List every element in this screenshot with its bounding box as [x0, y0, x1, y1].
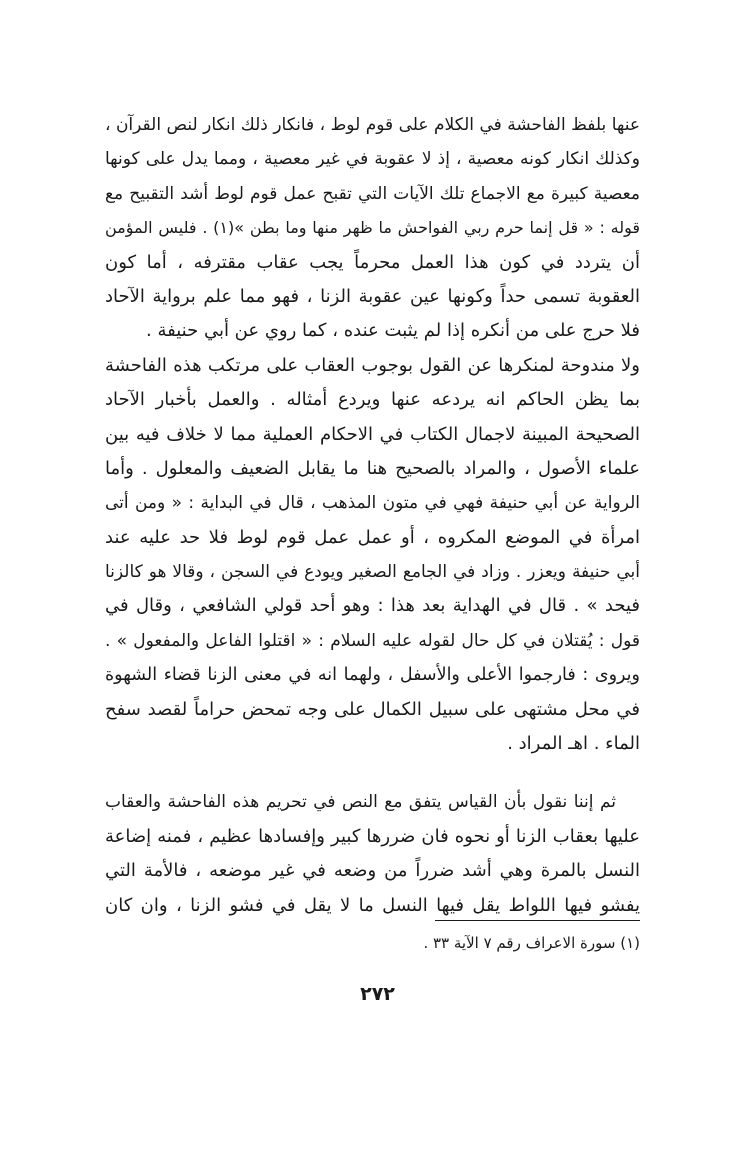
text-line: الماء . اهـ المراد . — [507, 733, 640, 755]
paragraph-gap — [105, 761, 640, 785]
text-line: ويروى : فارجموا الأعلى والأسفل ، ولهما انه في معنى الزنا قضاء الشهوة — [105, 665, 640, 686]
text-line: وكذلك انكار كونه معصية ، إذ لا عقوبة في غير معصية ، ومما يدل على كونها — [105, 149, 640, 170]
text-line: قوله : « قل إنما حرم ربي الفواحش ما ظهر منها وما بطن »(١) . فليس المؤمن — [105, 218, 640, 238]
footnote-separator — [435, 920, 640, 921]
text-line: قول : يُقتلان في كل حال لقوله عليه السلام : « اقتلوا الفاعل والمفعول » . — [105, 630, 640, 651]
paragraph-3 — [105, 785, 640, 923]
text-line: امرأة في الموضع المكروه ، أو عمل عمل قوم لوط فلا حد عليه عند — [105, 526, 640, 548]
text-line: فلا حرج على من أنكره إذا لم يثبت عنده ، كما روي عن أبي حنيفة . — [146, 320, 640, 342]
text-line: الصحيحة المبينة لاجمال الكتاب في الاحكام العملية مما لا خلاف فيه بين — [105, 423, 640, 445]
paragraph-2 — [105, 349, 640, 762]
text-line: فيحد » . قال في الهداية بعد هذا : وهو أحد قولي الشافعي ، وقال في — [105, 595, 640, 617]
text-line: بما يظن الحاكم انه يردعه عنها ويردع أمثاله . والعمل بأخبار الآحاد — [105, 389, 640, 411]
text-line: النسل بالمرة وهي أشد ضرراً من وضعه في غير موضعه ، فالأمة التي — [105, 860, 640, 882]
text-line: ثم إننا نقول بأن القياس يتفق مع النص في تحريم هذه الفاحشة والعقاب — [105, 792, 616, 813]
text-line: علماء الأصول ، والمراد بالصحيح هنا ما يقابل الضعيف والمعلول . وأما — [105, 457, 640, 479]
text-line: الرواية عن أبي حنيفة فهي في متون المذهب ، قال في البداية : « ومن أتى — [105, 493, 640, 514]
text-line: عليها بعقاب الزنا أو نحوه فان ضررها كبير وإفسادها عظيم ، فمنه إضاعة — [105, 825, 640, 847]
text-line: ولا مندوحة لمنكرها عن القول بوجوب العقاب على مرتكب هذه الفاحشة — [105, 354, 640, 376]
page-number: ٢٧٢ — [360, 983, 395, 1005]
text-line: معصية كبيرة مع الاجماع تلك الآيات التي تقبح عمل قوم لوط أشد التقبيح مع — [105, 183, 640, 204]
text-line: أن يتردد في كون هذا العمل محرماً يجب عقاب مقترفه ، أما كون — [105, 251, 640, 273]
text-line: في محل مشتهى على سبيل الكمال على وجه تمحض حراماً لقصد سفح — [105, 698, 640, 720]
text-line: عنها بلفظ الفاحشة في الكلام على قوم لوط ، فانكار ذلك انكار لنص القرآن ، — [105, 115, 640, 135]
footnote: (١) سورة الاعراف رقم ٧ الآية ٣٣ . — [423, 934, 640, 952]
paragraph-1 — [105, 108, 640, 349]
text-line: العقوبة تسمى حداً وكونها عين عقوبة الزنا ، فهو مما علم برواية الآحاد — [105, 285, 640, 307]
body-text — [105, 108, 640, 923]
text-line: أبي حنيفة ويعزر . وزاد في الجامع الصغير ويودع في السجن ، وقالا هو كالزنا — [105, 562, 640, 583]
text-line: يفشو فيها اللواط يقل فيها النسل ما لا يقل في فشو الزنا ، وان كان — [105, 894, 640, 916]
